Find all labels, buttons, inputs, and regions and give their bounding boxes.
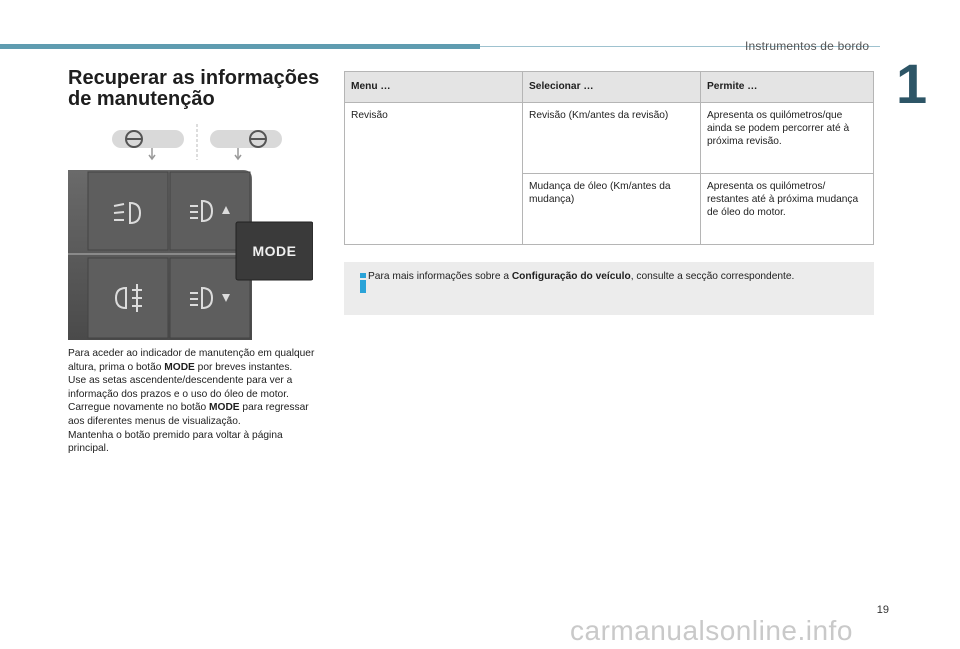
instruction-paragraph: Carregue novamente no botão MODE para regressar aos diferentes menus de visualização. xyxy=(68,402,309,427)
header-accent-bar xyxy=(0,44,480,49)
table-row xyxy=(345,103,874,174)
page-heading xyxy=(68,68,328,110)
info-text: Para mais informações sobre a Configuração do veículo, consulte a secção correspondente. xyxy=(368,271,795,282)
table-header-row xyxy=(345,72,874,103)
instruction-paragraph: Para aceder ao indicador de manutenção em qualquer altura, prima o botão MODE por breves instantes. xyxy=(68,348,315,373)
section-title: Instrumentos de bordo xyxy=(745,39,870,53)
instruction-paragraph: Use as setas ascendente/descendente para ver a informação dos prazos e o uso do óleo de motor. xyxy=(68,375,293,400)
allows-cell: Apresenta os quilómetros/que ainda se podem percorrer até à próxima revisão. xyxy=(701,103,874,174)
watermark: carmanualsonline.info xyxy=(570,615,853,646)
instruction-paragraph: Mantenha o botão premido para voltar à página principal. xyxy=(68,429,283,455)
select-cell: Revisão (Km/antes da revisão) xyxy=(523,103,701,174)
header-select: Selecionar … xyxy=(523,72,701,103)
mode-button xyxy=(236,222,313,280)
instructions-text xyxy=(68,347,326,456)
menu-cell-empty xyxy=(345,174,523,245)
right-stalk-icon xyxy=(210,130,282,159)
left-stalk-icon xyxy=(112,130,184,159)
maintenance-menu-table xyxy=(344,71,874,245)
menu-cell: Revisão xyxy=(345,103,523,174)
allows-cell: Apresenta os quilómetros/ restantes até à próxima mudança de óleo do motor. xyxy=(701,174,874,245)
table-row xyxy=(345,174,874,245)
header-menu: Menu … xyxy=(345,72,523,103)
heading-line-2: de manutenção xyxy=(68,88,215,110)
mode-button-label: MODE xyxy=(252,243,297,259)
page-number: 19 xyxy=(876,604,889,616)
heading-line-1: Recuperar as informações xyxy=(68,67,320,89)
steering-stalk-illustration xyxy=(112,122,282,162)
header-allows: Permite … xyxy=(701,72,874,103)
chapter-number: 1 xyxy=(896,52,928,115)
select-cell: Mudança de óleo (Km/antes da mudança) xyxy=(523,174,701,245)
info-box xyxy=(344,262,874,315)
info-icon xyxy=(358,273,368,293)
